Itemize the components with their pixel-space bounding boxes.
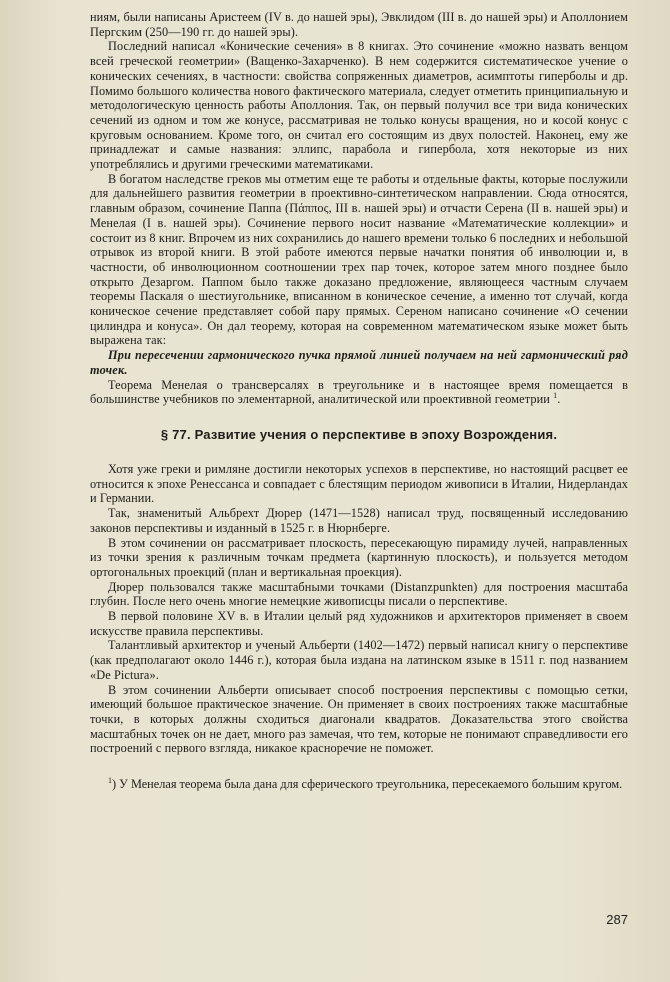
- paragraph-italy: В первой половине XV в. в Италии целый ряд художников и архитекторов применяет в своем искусстве правила перспективы.: [90, 609, 628, 638]
- paragraph-durer: Так, знаменитый Альбрехт Дюрер (1471—1528) написал труд, посвященный исследованию законов перспективы и изданный в 1525 г. в Нюрнберге.: [90, 506, 628, 535]
- menelaus-text: Теорема Менелая о трансверсалях в треугольнике и в настоящее время помещается в большинстве учебников по элементарной, аналитической или проективной геометрии: [90, 377, 628, 407]
- paragraph-alberti: Талантливый архитектор и ученый Альберти (1402—1472) первый написал книгу о перспективе (как предполагают около 1446 г.), которая была издана на латинском языке в 1511 г. под названием «De Pictura».: [90, 638, 628, 682]
- paragraph-alberti-method: В этом сочинении Альберти описывает способ построения перспективы с помощью сетки, имеющий большое практическое значение. Он применяет в своих построениях также масштабные точки, в которых должны сходиться диагонали квадратов. Доказательства этого свойства масштабных точек он не дает, много раз замечая, что тем, которые не понимают справедливости его построений с первого взгляда, никакое красноречие не поможет.: [90, 682, 628, 756]
- section-heading: § 77. Развитие учения о перспективе в эпоху Возрождения.: [160, 426, 558, 442]
- footnote-reference: 1: [553, 391, 558, 401]
- footnote-mark: 1: [108, 775, 112, 785]
- paragraph-durer-method: В этом сочинении он рассматривает плоскость, пересекающую пирамиду лучей, направленных из точки зрения к различным точкам предмета (картинную плоскость), и пользуется методом ортогональных проекций (план и вертикальная проекция).: [90, 535, 628, 579]
- page-number: 287: [606, 912, 628, 927]
- footnote-text: У Менелая теорема была дана для сферического треугольника, пересекаемого большим кругом.: [119, 777, 623, 792]
- paragraph-apollonius: Последний написал «Конические сечения» в 8 книгах. Это сочинение «можно назвать венцом всей греческой геометрии» (Ващенко-Захарченко). В нем содержится систематическое учение о конических сечениях, в частности: свойства сопряженных диаметров, асимптоты гиперболы и др. Помимо большого количества нового фактического материала, следует отметить принципиальную и методологическую ценность работы Аполлония. Так, он первый получил все три вида конических сечений из одном и том же конусе, рассматривая не только конусы вращения, но и косой конус с круговым основанием. Кроме того, он считал его состоящим из двух полостей. Наконец, ему же принадлежат и самые названия: эллипс, парабола и гипербола, хотя некоторые из них употреблялись и другими греческими математиками.: [90, 39, 628, 172]
- paragraph-intro-continuation: ниям, были написаны Аристеем (IV в. до нашей эры), Эвклидом (III в. до нашей эры) и Аполлонием Пергским (250—190 гг. до нашей эры).: [90, 10, 628, 39]
- theorem-statement: При пересечении гармонического пучка прямой линией получаем на ней гармонический ряд точек.: [90, 348, 628, 377]
- menelaus-text-end: .: [557, 392, 561, 407]
- paragraph-distanzpunkten: Дюрер пользовался также масштабными точками (Distanzpunkten) для построения масштаба глубин. После него очень многие немецкие живописцы писали о перспективе.: [90, 579, 628, 609]
- footnote: $^1$) У Менелая теорема была дана для сферического треугольника, пересекаемого большим кругом.: [108, 775, 623, 792]
- paragraph-renaissance: Хотя уже греки и римляне достигли некоторых успехов в перспективе, но настоящий расцвет ее относится к эпохе Ренессанса и совпадает с блестящим периодом живописи в Италии, Нидерландах и Германии.: [90, 461, 628, 506]
- footnote-divider: [90, 766, 240, 767]
- paragraph-menelaus: [90, 378, 628, 407]
- paragraph-pappus-serenus: В богатом наследстве греков мы отметим еще те работы и отдельные факты, которые послужили для дальнейшего развития геометрии в проективно-синтетическом направлении. Сюда относятся, главным образом, сочинение Паппа (Πάππος, III в. нашей эры) и отчасти Серена (II в. нашей эры) и Менелая (I в. нашей эры). Сочинение первого носит название «Математические коллекции» и состоит из 8 книг. Впрочем из них сохранились до нашего времени только 6 последних и небольшой отрывок из второй книги. В этой работе имеются первые начатки понятия об инволюции и, в частности, об инволюционном соотношении трех пар точек, которое затем много позднее было открыто Дезаргом. Паппом было также доказано предложение, являющееся частным случаем теоремы Паскаля о шестиугольнике, вписанном в коническое сечение, а именно тот случай, когда коническое сечение представляет собой пару прямых. Сереном написано сочинение «О сечении цилиндра и конуса». Он дал теорему, которая на современном математическом языке может быть выражена так:: [90, 171, 628, 348]
